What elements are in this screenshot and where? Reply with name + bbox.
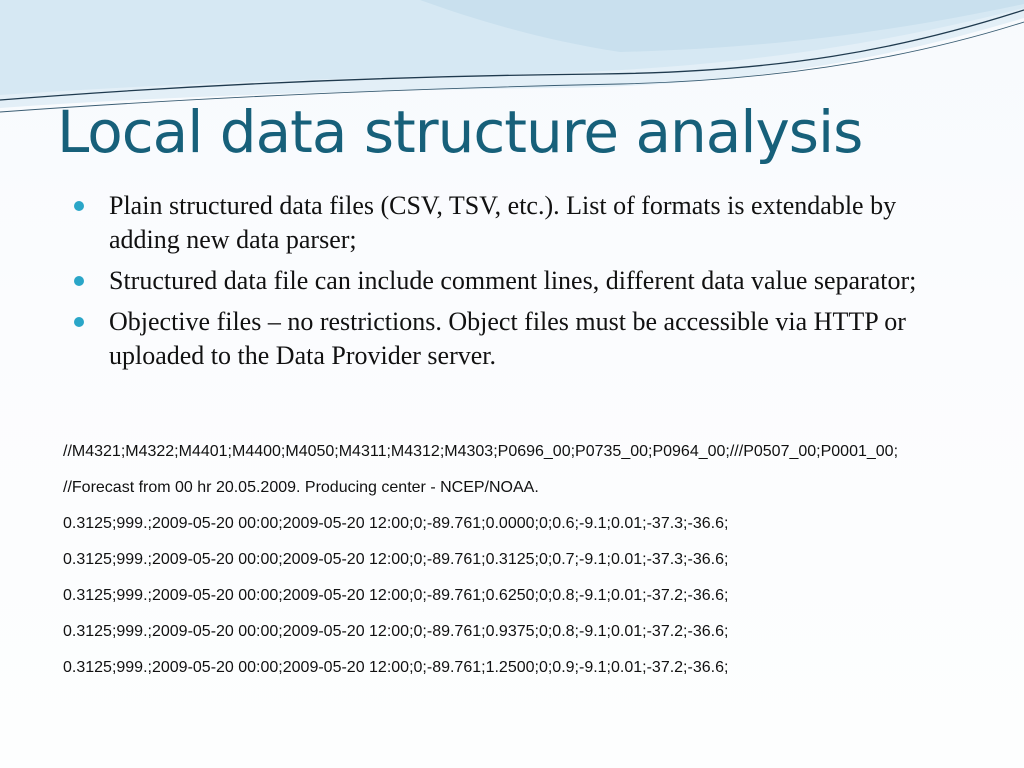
- bullet-item: [72, 189, 972, 257]
- bullet-text: Plain structured data files (CSV, TSV, etc.). List of formats is extendable by adding new data parser;: [109, 191, 897, 254]
- bullet-list: [72, 189, 972, 380]
- slide-title: Local data structure analysis: [57, 98, 863, 166]
- data-line: 0.3125;999.;2009-05-20 00:00;2009-05-20 12:00;0;-89.761;1.2500;0;0.9;-9.1;0.01;-37.2;-36.6;: [63, 659, 729, 676]
- data-line: //M4321;M4322;M4401;M4400;M4050;M4311;M4312;M4303;P0696_00;P0735_00;P0964_00;///P0507_00;P0001_00;: [63, 443, 899, 460]
- data-sample-block: [63, 441, 963, 693]
- data-line: 0.3125;999.;2009-05-20 00:00;2009-05-20 12:00;0;-89.761;0.6250;0;0.8;-9.1;0.01;-37.2;-36.6;: [63, 587, 729, 604]
- data-line: 0.3125;999.;2009-05-20 00:00;2009-05-20 12:00;0;-89.761;0.0000;0;0.6;-9.1;0.01;-37.3;-36.6;: [63, 515, 729, 532]
- bullet-item: [72, 305, 972, 373]
- data-line: //Forecast from 00 hr 20.05.2009. Producing center - NCEP/NOAA.: [63, 479, 539, 496]
- data-line: 0.3125;999.;2009-05-20 00:00;2009-05-20 12:00;0;-89.761;0.3125;0;0.7;-9.1;0.01;-37.3;-36.6;: [63, 551, 729, 568]
- data-line: 0.3125;999.;2009-05-20 00:00;2009-05-20 12:00;0;-89.761;0.9375;0;0.8;-9.1;0.01;-37.2;-36.6;: [63, 623, 729, 640]
- bullet-item: [72, 264, 972, 298]
- bullet-dot-icon: [74, 317, 84, 327]
- bullet-dot-icon: [74, 276, 84, 286]
- bullet-dot-icon: [74, 201, 84, 211]
- bullet-text: Objective files – no restrictions. Object files must be accessible via HTTP or uploaded to the Data Provider server.: [109, 307, 906, 370]
- bullet-text: Structured data file can include comment lines, different data value separator;: [109, 266, 917, 295]
